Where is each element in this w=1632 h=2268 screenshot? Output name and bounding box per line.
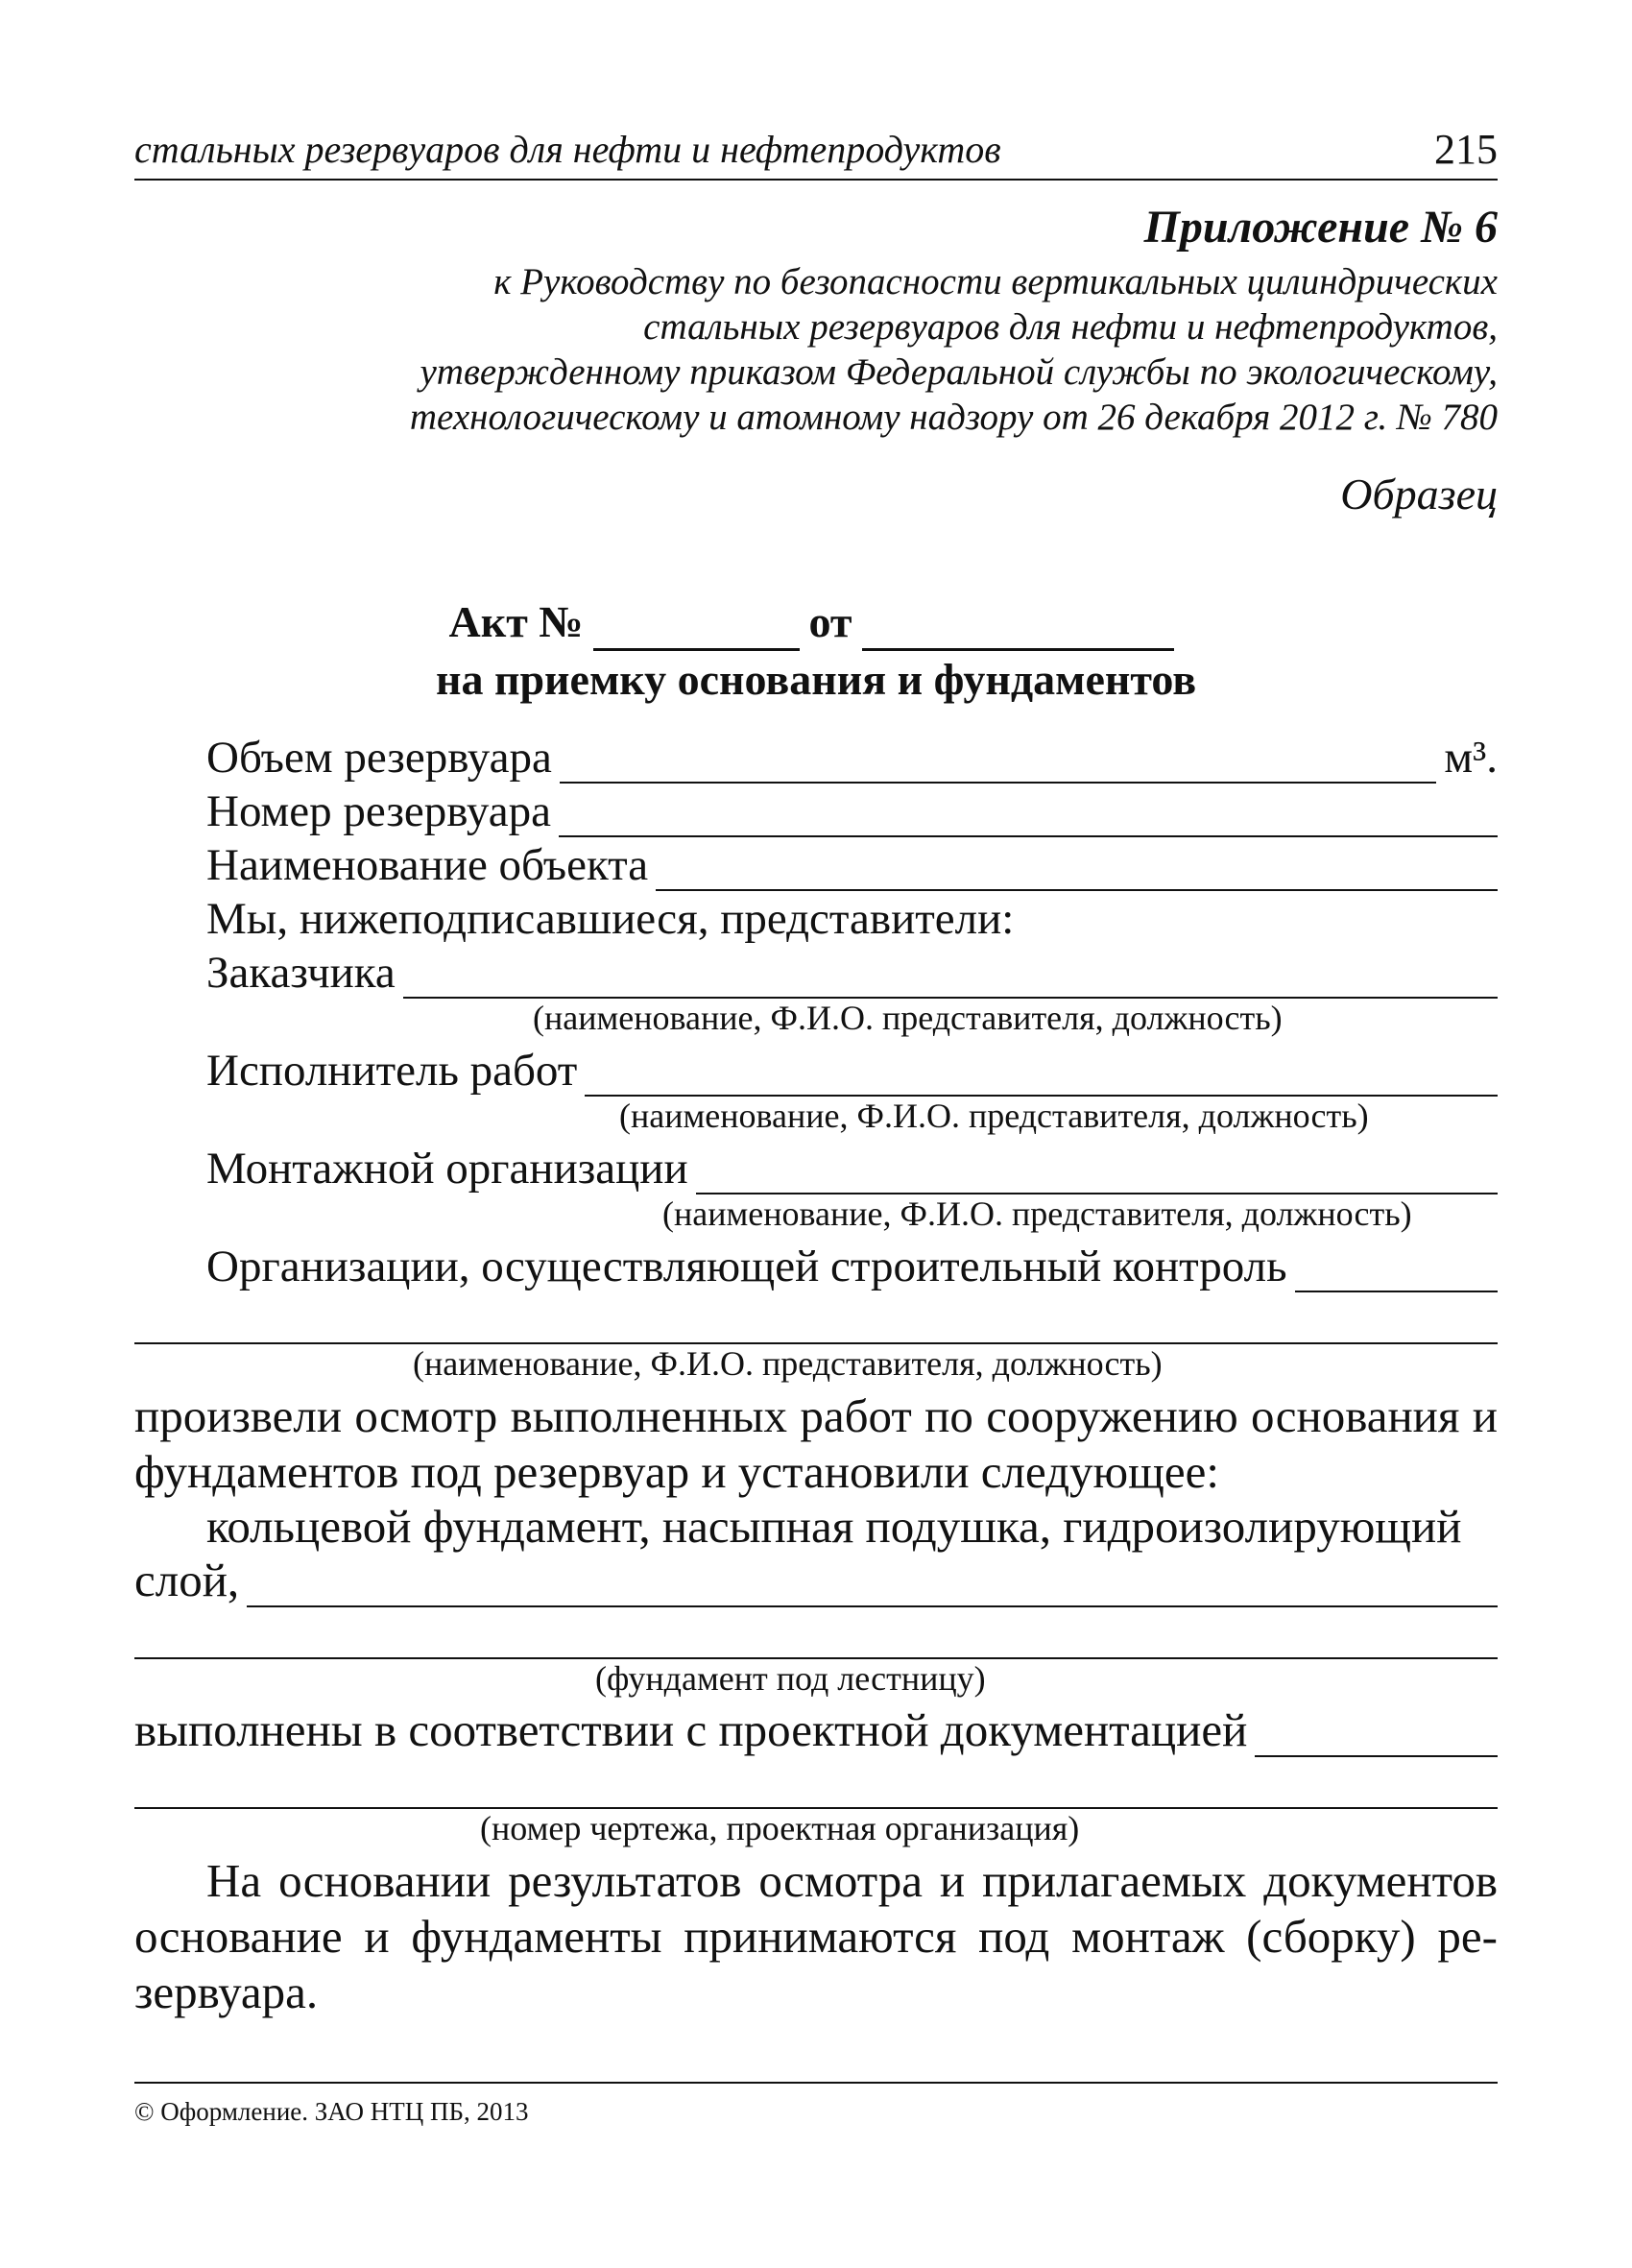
installer-field[interactable] xyxy=(696,1154,1498,1194)
document-page xyxy=(134,0,1498,2268)
customer-label: Заказчика xyxy=(206,948,396,998)
inspection-text: произвели осмотр выполненных работ по сооружению основания и фундаментов под резервуар и установили следующее: xyxy=(134,1389,1498,1498)
stair-caption: (фундамент под лестницу) xyxy=(595,1659,986,1698)
compliance-row xyxy=(134,1703,1498,1757)
appendix-line: к Руководству по безопасности вертикальных цилиндрических xyxy=(493,261,1498,302)
volume-label: Объем резервуара xyxy=(206,733,552,783)
volume-unit: м³. xyxy=(1444,733,1498,783)
act-number-label: Акт № xyxy=(448,597,584,646)
sample-label: Образец xyxy=(1340,470,1498,519)
act-subtitle: на приемку основания и фундаментов xyxy=(435,655,1197,704)
contractor-row xyxy=(134,1043,1498,1097)
customer-field[interactable] xyxy=(403,958,1498,999)
appendix-block xyxy=(134,196,1498,440)
appendix-line: технологическому и атомному надзору от 26 декабря 2012 г. № 780 xyxy=(409,397,1498,438)
tank-number-label: Номер резервуара xyxy=(206,786,551,836)
tank-number-field[interactable] xyxy=(559,797,1498,837)
volume-field[interactable] xyxy=(560,743,1437,784)
object-row xyxy=(134,837,1498,891)
running-title: стальных резервуаров для нефти и нефтепродуктов xyxy=(134,128,1001,171)
act-form xyxy=(134,730,1498,2020)
drawing-field[interactable] xyxy=(134,1757,1498,1809)
appendix-title: Приложение № 6 xyxy=(1143,202,1498,253)
contractor-caption: (наименование, Ф.И.О. представителя, должность) xyxy=(619,1097,1369,1135)
appendix-line: стальных резервуаров для нефти и нефтепродуктов, xyxy=(643,306,1498,348)
installer-row xyxy=(134,1141,1498,1194)
object-name-label: Наименование объекта xyxy=(206,840,649,890)
contractor-field[interactable] xyxy=(585,1056,1498,1097)
installer-label: Монтажной организации xyxy=(206,1144,688,1194)
supervisor-caption: (наименование, Ф.И.О. представителя, должность) xyxy=(413,1344,1163,1383)
layer-row xyxy=(134,1554,1498,1607)
customer-caption: (наименование, Ф.И.О. представителя, должность) xyxy=(533,999,1283,1037)
supervisor-label: Организации, осуществляющей строительный контроль xyxy=(206,1242,1287,1291)
act-number-field[interactable] xyxy=(593,606,800,651)
layer-label: слой, xyxy=(134,1554,240,1606)
drawing-caption: (номер чертежа, проектная организация) xyxy=(480,1809,1080,1847)
act-heading xyxy=(134,593,1498,709)
supervisor-field-continued[interactable] xyxy=(134,1292,1498,1344)
footer xyxy=(134,2082,1498,2127)
layer-field[interactable] xyxy=(247,1567,1498,1607)
object-name-field[interactable] xyxy=(656,851,1498,891)
act-date-label: от xyxy=(808,597,852,646)
foundation-row xyxy=(134,1500,1498,1554)
compliance-label: выполнены в соответствии с проектной документацией xyxy=(134,1703,1248,1756)
running-header xyxy=(134,123,1498,181)
volume-row xyxy=(134,730,1498,784)
representatives-intro xyxy=(134,891,1498,945)
stair-foundation-field[interactable] xyxy=(134,1607,1498,1659)
conclusion-text: На основании результатов осмотра и прилагаемых документов основание и фундаменты принимаются под монтаж (сборку) ре-зервуара. xyxy=(134,1854,1498,2018)
installer-caption: (наименование, Ф.И.О. представителя, должность) xyxy=(662,1194,1412,1233)
foundation-text: кольцевой фундамент, насыпная подушка, гидроизолирующий xyxy=(206,1500,1462,1553)
contractor-label: Исполнитель работ xyxy=(206,1046,578,1096)
customer-row xyxy=(134,945,1498,999)
supervisor-row xyxy=(134,1239,1498,1292)
number-row xyxy=(134,784,1498,837)
representatives-intro-text: Мы, нижеподписавшиеся, представители: xyxy=(206,894,1015,944)
compliance-field[interactable] xyxy=(1255,1717,1498,1757)
supervisor-field[interactable] xyxy=(1295,1252,1498,1292)
copyright-text: © Оформление. ЗАО НТЦ ПБ, 2013 xyxy=(134,2097,529,2126)
act-date-field[interactable] xyxy=(862,606,1174,651)
appendix-line: утвержденному приказом Федеральной службы по экологическому, xyxy=(420,351,1498,393)
act-number-line xyxy=(134,593,1498,651)
page-number: 215 xyxy=(1434,126,1498,173)
